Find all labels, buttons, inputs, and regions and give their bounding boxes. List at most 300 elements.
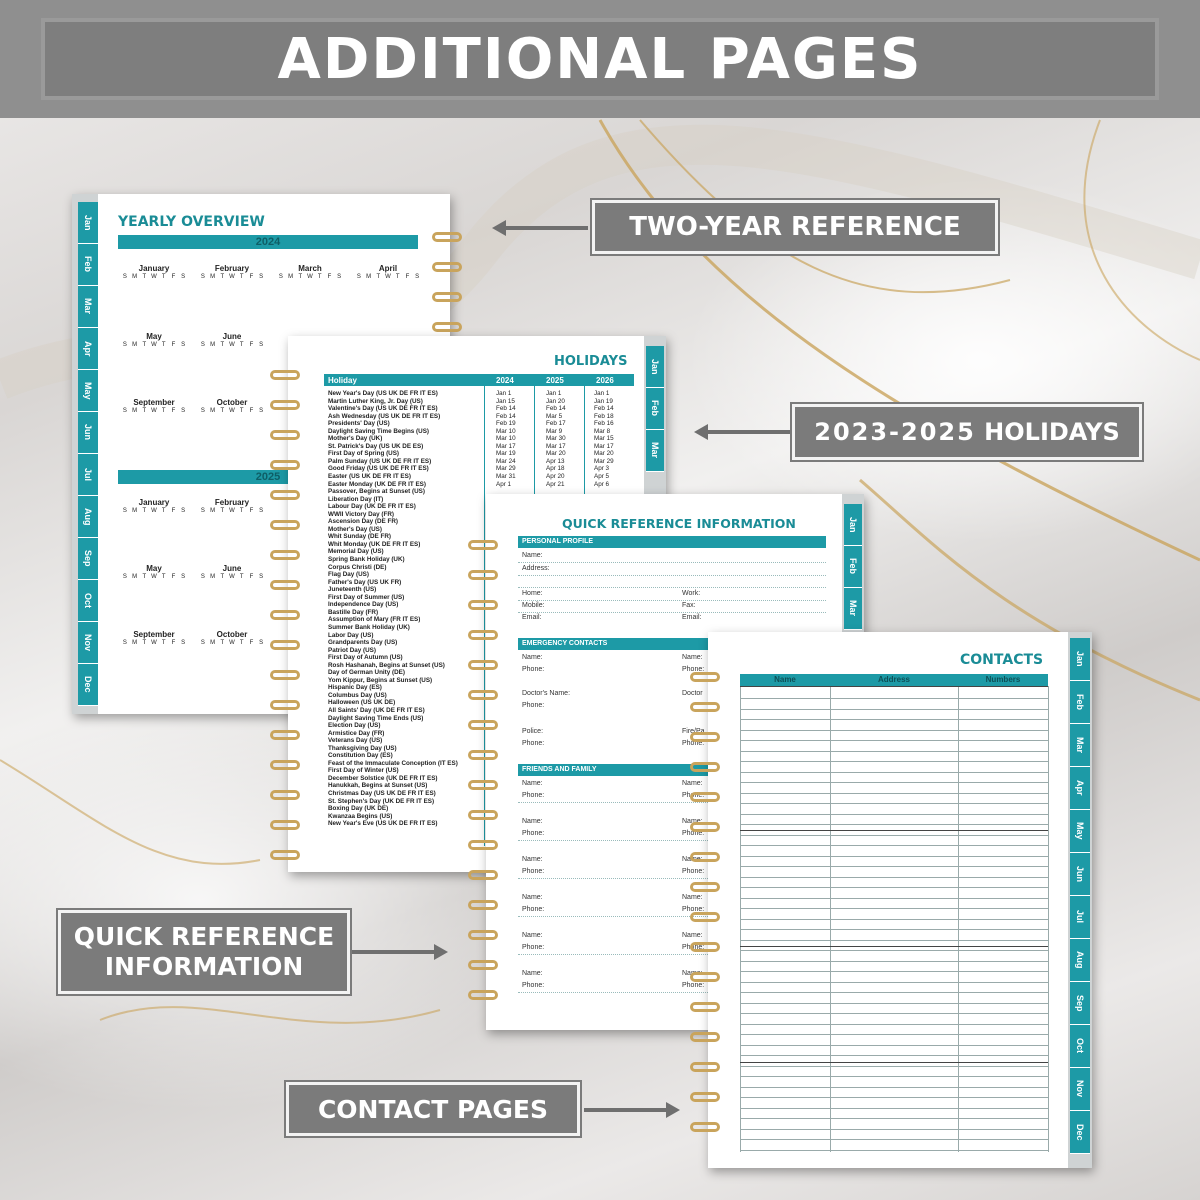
holiday-item: Constitution Day (ES) <box>328 752 393 760</box>
month-tab[interactable]: Sep <box>1070 982 1090 1025</box>
holiday-date: Jan 1 <box>496 390 512 397</box>
holiday-date: Feb 16 <box>594 420 614 428</box>
contact-block-divider <box>740 686 1048 687</box>
holiday-item: First Day of Winter (US) <box>328 767 399 775</box>
month-tab[interactable]: Jan <box>1070 638 1090 681</box>
contact-line[interactable] <box>740 992 1048 993</box>
month-tab[interactable]: Feb <box>1070 681 1090 724</box>
spiral-ring <box>468 960 498 970</box>
mini-month <box>198 630 266 652</box>
personal-name-label: Name: <box>522 552 543 559</box>
contact-line[interactable] <box>740 1150 1048 1151</box>
contact-line[interactable] <box>740 919 1048 920</box>
contact-line[interactable] <box>740 845 1048 846</box>
contact-line[interactable] <box>740 824 1048 825</box>
contact-line[interactable] <box>740 793 1048 794</box>
contact-line[interactable] <box>740 835 1048 836</box>
spiral-ring <box>270 850 300 860</box>
holiday-item: Corpus Christi (DE) <box>328 563 387 571</box>
spiral-ring <box>270 640 300 650</box>
callout-quick-reference <box>58 910 350 994</box>
month-tab[interactable]: Aug <box>78 496 98 538</box>
weekday-label: T <box>142 574 147 580</box>
yearly-rings <box>432 232 462 352</box>
contact-line[interactable] <box>740 782 1048 783</box>
weekday-label: T <box>220 574 225 580</box>
holiday-item: Whit Sunday (DE FR) <box>328 533 391 541</box>
weekday-label: W <box>229 342 235 348</box>
friend-phone-right-label: Phone: <box>682 868 705 875</box>
spiral-ring <box>468 540 498 550</box>
month-grid <box>198 508 266 520</box>
weekday-label: S <box>356 274 361 280</box>
holidays-table-header <box>324 374 634 386</box>
holidays-col-holiday: Holiday <box>328 375 357 385</box>
spiral-ring <box>690 822 720 832</box>
month-grid <box>198 408 266 420</box>
personal-email-label: Email: <box>522 614 542 621</box>
holiday-item: Thanksgiving Day (US) <box>328 744 397 752</box>
holiday-item: Martin Luther King, Jr. Day (US) <box>328 397 423 405</box>
dotline <box>518 575 826 576</box>
weekday-label: F <box>405 274 410 280</box>
spiral-ring <box>690 762 720 772</box>
holidays-col-2026: 2026 <box>596 375 614 385</box>
mini-month <box>120 498 188 520</box>
holiday-item: Easter (US UK DE FR IT ES) <box>328 473 411 481</box>
contact-line[interactable] <box>740 1034 1048 1035</box>
personal-work-label: Work: <box>682 590 701 597</box>
spiral-ring <box>468 990 498 1000</box>
holiday-item: December Solstice (UK DE FR IT ES) <box>328 774 438 782</box>
contact-line[interactable] <box>740 719 1048 720</box>
contacts-tabs <box>1070 638 1090 1154</box>
month-tab[interactable]: Feb <box>646 388 664 430</box>
quick-title: QUICK REFERENCE INFORMATION <box>562 516 796 531</box>
holiday-item: St. Stephen's Day (UK DE FR IT ES) <box>328 797 435 805</box>
mini-month <box>198 398 266 420</box>
weekday-label: M <box>210 274 216 280</box>
weekday-label: S <box>259 274 264 280</box>
spiral-ring <box>270 730 300 740</box>
holiday-item: Assumption of Mary (FR IT ES) <box>328 616 421 624</box>
holiday-item: Labor Day (US) <box>328 631 374 639</box>
contact-line[interactable] <box>740 1024 1048 1025</box>
weekday-label: M <box>210 508 216 514</box>
month-tab[interactable]: Feb <box>78 244 98 286</box>
holiday-date: Jan 1 <box>594 390 610 397</box>
weekday-label: S <box>259 342 264 348</box>
spiral-ring <box>468 840 498 850</box>
holiday-item: Day of German Unity (DE) <box>328 669 405 677</box>
weekday-label: S <box>122 640 127 646</box>
emergency-contacts-bar: EMERGENCY CONTACTS <box>518 638 826 650</box>
month-grid <box>120 640 188 652</box>
month-tab[interactable]: Sep <box>78 538 98 580</box>
month-name: February <box>214 264 250 273</box>
friend-name-right-label: Name: <box>682 970 703 977</box>
fire-label: Fire/Pa <box>682 728 705 735</box>
callout-holidays <box>792 404 1142 460</box>
month-tab[interactable]: Jul <box>1070 896 1090 939</box>
dotline <box>518 612 826 613</box>
spiral-ring <box>432 292 462 302</box>
weekday-label: F <box>249 508 254 514</box>
police-label: Police: <box>522 728 544 735</box>
holiday-item: Easter Monday (UK DE FR IT ES) <box>328 480 426 488</box>
weekday-label: S <box>415 274 420 280</box>
weekday-label: W <box>151 408 157 414</box>
callout-two-year <box>592 200 998 254</box>
contact-line[interactable] <box>740 1013 1048 1014</box>
holiday-date: Mar 17 <box>496 442 516 450</box>
month-tab[interactable]: Apr <box>78 328 98 370</box>
spiral-ring <box>468 780 498 790</box>
spiral-ring <box>270 370 300 380</box>
weekday-label: T <box>161 274 166 280</box>
month-tab[interactable]: Jun <box>78 412 98 454</box>
month-name: October <box>216 398 248 407</box>
spiral-ring <box>270 520 300 530</box>
holiday-item: Palm Sunday (US UK DE FR IT ES) <box>328 457 432 465</box>
contact-line[interactable] <box>740 971 1048 972</box>
contacts-header <box>740 674 1048 686</box>
holiday-item: Summer Bank Holiday (UK) <box>328 623 410 631</box>
weekday-label: W <box>151 574 157 580</box>
mini-month <box>120 398 188 420</box>
month-name: January <box>138 264 170 273</box>
mini-month <box>120 630 188 652</box>
year-bar-2024: 2024 <box>118 235 418 249</box>
contact-line[interactable] <box>740 940 1048 941</box>
weekday-label: S <box>181 640 186 646</box>
spiral-ring <box>468 660 498 670</box>
holiday-item: Valentine's Day (US UK DE FR IT ES) <box>328 405 438 413</box>
weekday-label: M <box>210 408 216 414</box>
personal-address-label: Address: <box>522 565 550 572</box>
friend-phone-label: Phone: <box>522 830 545 837</box>
dotline <box>518 600 826 601</box>
holiday-item: Whit Monday (UK DE FR IT ES) <box>328 540 421 548</box>
spiral-ring <box>690 1002 720 1012</box>
quick-tabs <box>844 504 862 630</box>
friend-name-label: Name: <box>522 780 543 787</box>
weekday-label: T <box>239 574 244 580</box>
contact-line[interactable] <box>740 730 1048 731</box>
weekday-label: W <box>385 274 391 280</box>
weekday-label: S <box>278 274 283 280</box>
month-tab[interactable]: Dec <box>1070 1111 1090 1154</box>
holiday-date: Mar 24 <box>496 457 516 465</box>
holiday-date: Feb 14 <box>496 412 516 420</box>
contact-line[interactable] <box>740 1087 1048 1088</box>
spiral-ring <box>690 942 720 952</box>
friend-phone-label: Phone: <box>522 944 545 951</box>
weekday-label: S <box>181 408 186 414</box>
spiral-ring <box>690 732 720 742</box>
contact-line[interactable] <box>740 751 1048 752</box>
weekday-label: T <box>239 408 244 414</box>
month-tab[interactable]: Oct <box>78 580 98 622</box>
weekday-label: F <box>171 640 176 646</box>
month-tab[interactable]: May <box>1070 810 1090 853</box>
holidays-dates-2025 <box>546 390 566 488</box>
contact-block-divider <box>740 946 1048 947</box>
month-tab[interactable]: Oct <box>1070 1025 1090 1068</box>
month-name: September <box>133 398 175 407</box>
weekday-label: W <box>151 508 157 514</box>
month-tab[interactable]: Jun <box>1070 853 1090 896</box>
contact-line[interactable] <box>740 866 1048 867</box>
holiday-date: Mar 8 <box>594 427 611 435</box>
contact-line[interactable] <box>740 740 1048 741</box>
emergency-name-label: Name: <box>522 654 543 661</box>
weekday-label: F <box>171 342 176 348</box>
holiday-date: Apr 1 <box>496 480 512 488</box>
weekday-label: T <box>395 274 400 280</box>
spiral-ring <box>270 790 300 800</box>
weekday-label: F <box>249 408 254 414</box>
friends-family-bar: FRIENDS AND FAMILY <box>518 764 826 776</box>
month-name: May <box>146 332 162 341</box>
contact-line[interactable] <box>740 709 1048 710</box>
month-grid <box>120 508 188 520</box>
spiral-ring <box>468 630 498 640</box>
contact-line[interactable] <box>740 1003 1048 1004</box>
weekday-label: S <box>122 274 127 280</box>
spiral-ring <box>690 912 720 922</box>
weekday-label: S <box>259 640 264 646</box>
contact-line[interactable] <box>740 1129 1048 1130</box>
holiday-item: Halloween (US UK DE) <box>328 699 396 707</box>
callout-two-year-text: TWO-YEAR REFERENCE <box>629 212 961 242</box>
friend-phone-right-label: Phone: <box>682 830 705 837</box>
spiral-ring <box>690 702 720 712</box>
weekday-label: S <box>181 508 186 514</box>
doctor-name-label: Doctor's Name: <box>522 690 571 697</box>
month-tab[interactable]: Jan <box>844 504 862 546</box>
weekday-label: S <box>122 408 127 414</box>
month-grid <box>120 274 188 286</box>
contact-line[interactable] <box>740 961 1048 962</box>
holidays-dates-2024 <box>496 390 516 488</box>
weekday-label: F <box>249 574 254 580</box>
weekday-label: M <box>288 274 294 280</box>
month-grid <box>354 274 422 286</box>
month-grid <box>120 574 188 586</box>
weekday-label: S <box>200 574 205 580</box>
month-name: May <box>146 564 162 573</box>
personal-fax-label: Fax: <box>682 602 696 609</box>
month-grid <box>198 274 266 286</box>
mini-month <box>354 264 422 286</box>
contact-line[interactable] <box>740 814 1048 815</box>
friend-phone-label: Phone: <box>522 982 545 989</box>
holiday-date: Feb 19 <box>496 420 516 428</box>
callout-quick-line1: QUICK REFERENCE <box>73 922 335 951</box>
weekday-label: W <box>229 574 235 580</box>
spiral-ring <box>690 1092 720 1102</box>
weekday-label: T <box>317 274 322 280</box>
contact-line[interactable] <box>740 877 1048 878</box>
contact-line[interactable] <box>740 803 1048 804</box>
weekday-label: M <box>132 574 138 580</box>
weekday-label: T <box>220 508 225 514</box>
month-tab[interactable]: May <box>78 370 98 412</box>
contact-line[interactable] <box>740 1076 1048 1077</box>
month-grid <box>276 274 344 286</box>
friend-phone-right-label: Phone: <box>682 906 705 913</box>
holiday-item: Labour Day (UK DE FR IT ES) <box>328 503 416 511</box>
contact-line[interactable] <box>740 1066 1048 1067</box>
contact-line[interactable] <box>740 856 1048 857</box>
contact-column-line <box>740 686 741 1152</box>
contact-line[interactable] <box>740 1139 1048 1140</box>
holiday-date: Feb 14 <box>594 405 614 413</box>
month-tab[interactable]: Nov <box>1070 1068 1090 1111</box>
contact-line[interactable] <box>740 950 1048 951</box>
dotline <box>518 587 826 588</box>
weekday-label: S <box>181 574 186 580</box>
contact-block-divider <box>740 1062 1048 1063</box>
holiday-date: Jan 19 <box>594 397 613 405</box>
mini-month <box>120 564 188 586</box>
contact-line[interactable] <box>740 1118 1048 1119</box>
month-tab[interactable]: Dec <box>78 664 98 706</box>
callout-quick-line2: INFORMATION <box>104 952 304 981</box>
contact-line[interactable] <box>740 761 1048 762</box>
weekday-label: T <box>161 508 166 514</box>
mini-month <box>198 564 266 586</box>
holiday-item: WWII Victory Day (FR) <box>328 510 395 518</box>
contacts-rings <box>690 672 720 1152</box>
emergency-phone-label: Phone: <box>522 666 545 673</box>
weekday-label: T <box>142 342 147 348</box>
holiday-item: Rosh Hashanah, Begins at Sunset (US) <box>328 661 445 669</box>
weekday-label: W <box>151 640 157 646</box>
spiral-ring <box>690 972 720 982</box>
weekday-label: W <box>229 274 235 280</box>
yearly-tabs <box>78 202 98 706</box>
weekday-label: S <box>181 342 186 348</box>
weekday-label: T <box>142 274 147 280</box>
month-tab[interactable]: Jul <box>78 454 98 496</box>
month-tab[interactable]: Aug <box>1070 939 1090 982</box>
mini-month <box>198 498 266 520</box>
month-tab[interactable]: Nov <box>78 622 98 664</box>
month-tab[interactable]: Jan <box>646 346 664 388</box>
holiday-item: Juneteenth (US) <box>328 586 377 594</box>
holidays-dates-2026 <box>594 390 614 488</box>
holiday-item: Christmas Day (US UK DE FR IT ES) <box>328 789 436 797</box>
contact-line[interactable] <box>740 1045 1048 1046</box>
spiral-ring <box>468 930 498 940</box>
weekday-label: T <box>376 274 381 280</box>
weekday-label: T <box>142 640 147 646</box>
holiday-date: Mar 30 <box>546 435 566 443</box>
month-tab[interactable]: Jan <box>78 202 98 244</box>
holiday-item: Hispanic Day (ES) <box>328 684 382 692</box>
month-tab[interactable]: Mar <box>1070 724 1090 767</box>
month-tab[interactable]: Mar <box>844 588 862 630</box>
holiday-item: Ash Wednesday (US UK DE FR IT ES) <box>328 412 441 420</box>
weekday-label: M <box>210 342 216 348</box>
holiday-date: Apr 5 <box>594 473 610 481</box>
month-name: February <box>214 498 250 507</box>
contact-line[interactable] <box>740 1055 1048 1056</box>
spiral-ring <box>270 670 300 680</box>
holiday-item: Hanukkah, Begins at Sunset (US) <box>328 782 428 790</box>
weekday-label: W <box>229 508 235 514</box>
holiday-date: Mar 20 <box>594 450 614 458</box>
holiday-item: Presidents' Day (US) <box>328 420 390 428</box>
month-grid <box>198 640 266 652</box>
holiday-date: Feb 14 <box>546 405 566 413</box>
holiday-date: Jan 15 <box>496 397 515 405</box>
friend-phone-label: Phone: <box>522 906 545 913</box>
friend-name-label: Name: <box>522 856 543 863</box>
spiral-ring <box>468 750 498 760</box>
contact-line[interactable] <box>740 929 1048 930</box>
holiday-item: Armistice Day (FR) <box>328 729 385 737</box>
holiday-item: Columbus Day (US) <box>328 691 387 699</box>
holiday-item: Mother's Day (UK) <box>328 435 383 443</box>
friend-name-right-label: Name: <box>682 856 703 863</box>
holiday-date: Mar 9 <box>546 427 563 435</box>
contact-line[interactable] <box>740 1097 1048 1098</box>
holiday-item: New Year's Day (US UK DE FR IT ES) <box>328 390 438 397</box>
weekday-label: F <box>171 274 176 280</box>
friend-phone-label: Phone: <box>522 792 545 799</box>
contact-line[interactable] <box>740 898 1048 899</box>
holidays-tabs <box>646 346 664 472</box>
doctor-right-label: Doctor <box>682 690 703 697</box>
weekday-label: F <box>327 274 332 280</box>
holiday-date: Mar 10 <box>496 427 516 435</box>
contact-block-divider <box>740 830 1048 831</box>
contact-line[interactable] <box>740 698 1048 699</box>
weekday-label: S <box>200 342 205 348</box>
weekday-label: M <box>132 640 138 646</box>
month-tab[interactable]: Feb <box>844 546 862 588</box>
weekday-label: S <box>259 574 264 580</box>
weekday-label: F <box>249 274 254 280</box>
spiral-ring <box>690 1062 720 1072</box>
header-box <box>41 18 1159 100</box>
holidays-list <box>328 390 488 828</box>
contacts-col-name: Name <box>774 675 796 684</box>
holiday-item: First Day of Autumn (US) <box>328 654 403 662</box>
holiday-item: All Saints' Day (UK DE FR IT ES) <box>328 706 425 714</box>
spiral-ring <box>468 870 498 880</box>
yearly-title: YEARLY OVERVIEW <box>118 214 265 230</box>
contact-line[interactable] <box>740 887 1048 888</box>
month-tab[interactable]: Apr <box>1070 767 1090 810</box>
contact-line[interactable] <box>740 772 1048 773</box>
callout-holidays-range: 2023-2025 <box>814 418 976 446</box>
contact-line[interactable] <box>740 1108 1048 1109</box>
month-grid <box>120 408 188 420</box>
weekday-label: S <box>200 274 205 280</box>
holidays-col-2025: 2025 <box>546 375 564 385</box>
friend-name-right-label: Name: <box>682 932 703 939</box>
holidays-col-2024: 2024 <box>496 375 514 385</box>
contacts-col-address: Address <box>877 675 910 684</box>
contact-line[interactable] <box>740 908 1048 909</box>
contact-line[interactable] <box>740 982 1048 983</box>
month-tab[interactable]: Mar <box>78 286 98 328</box>
month-tab[interactable]: Mar <box>646 430 664 472</box>
